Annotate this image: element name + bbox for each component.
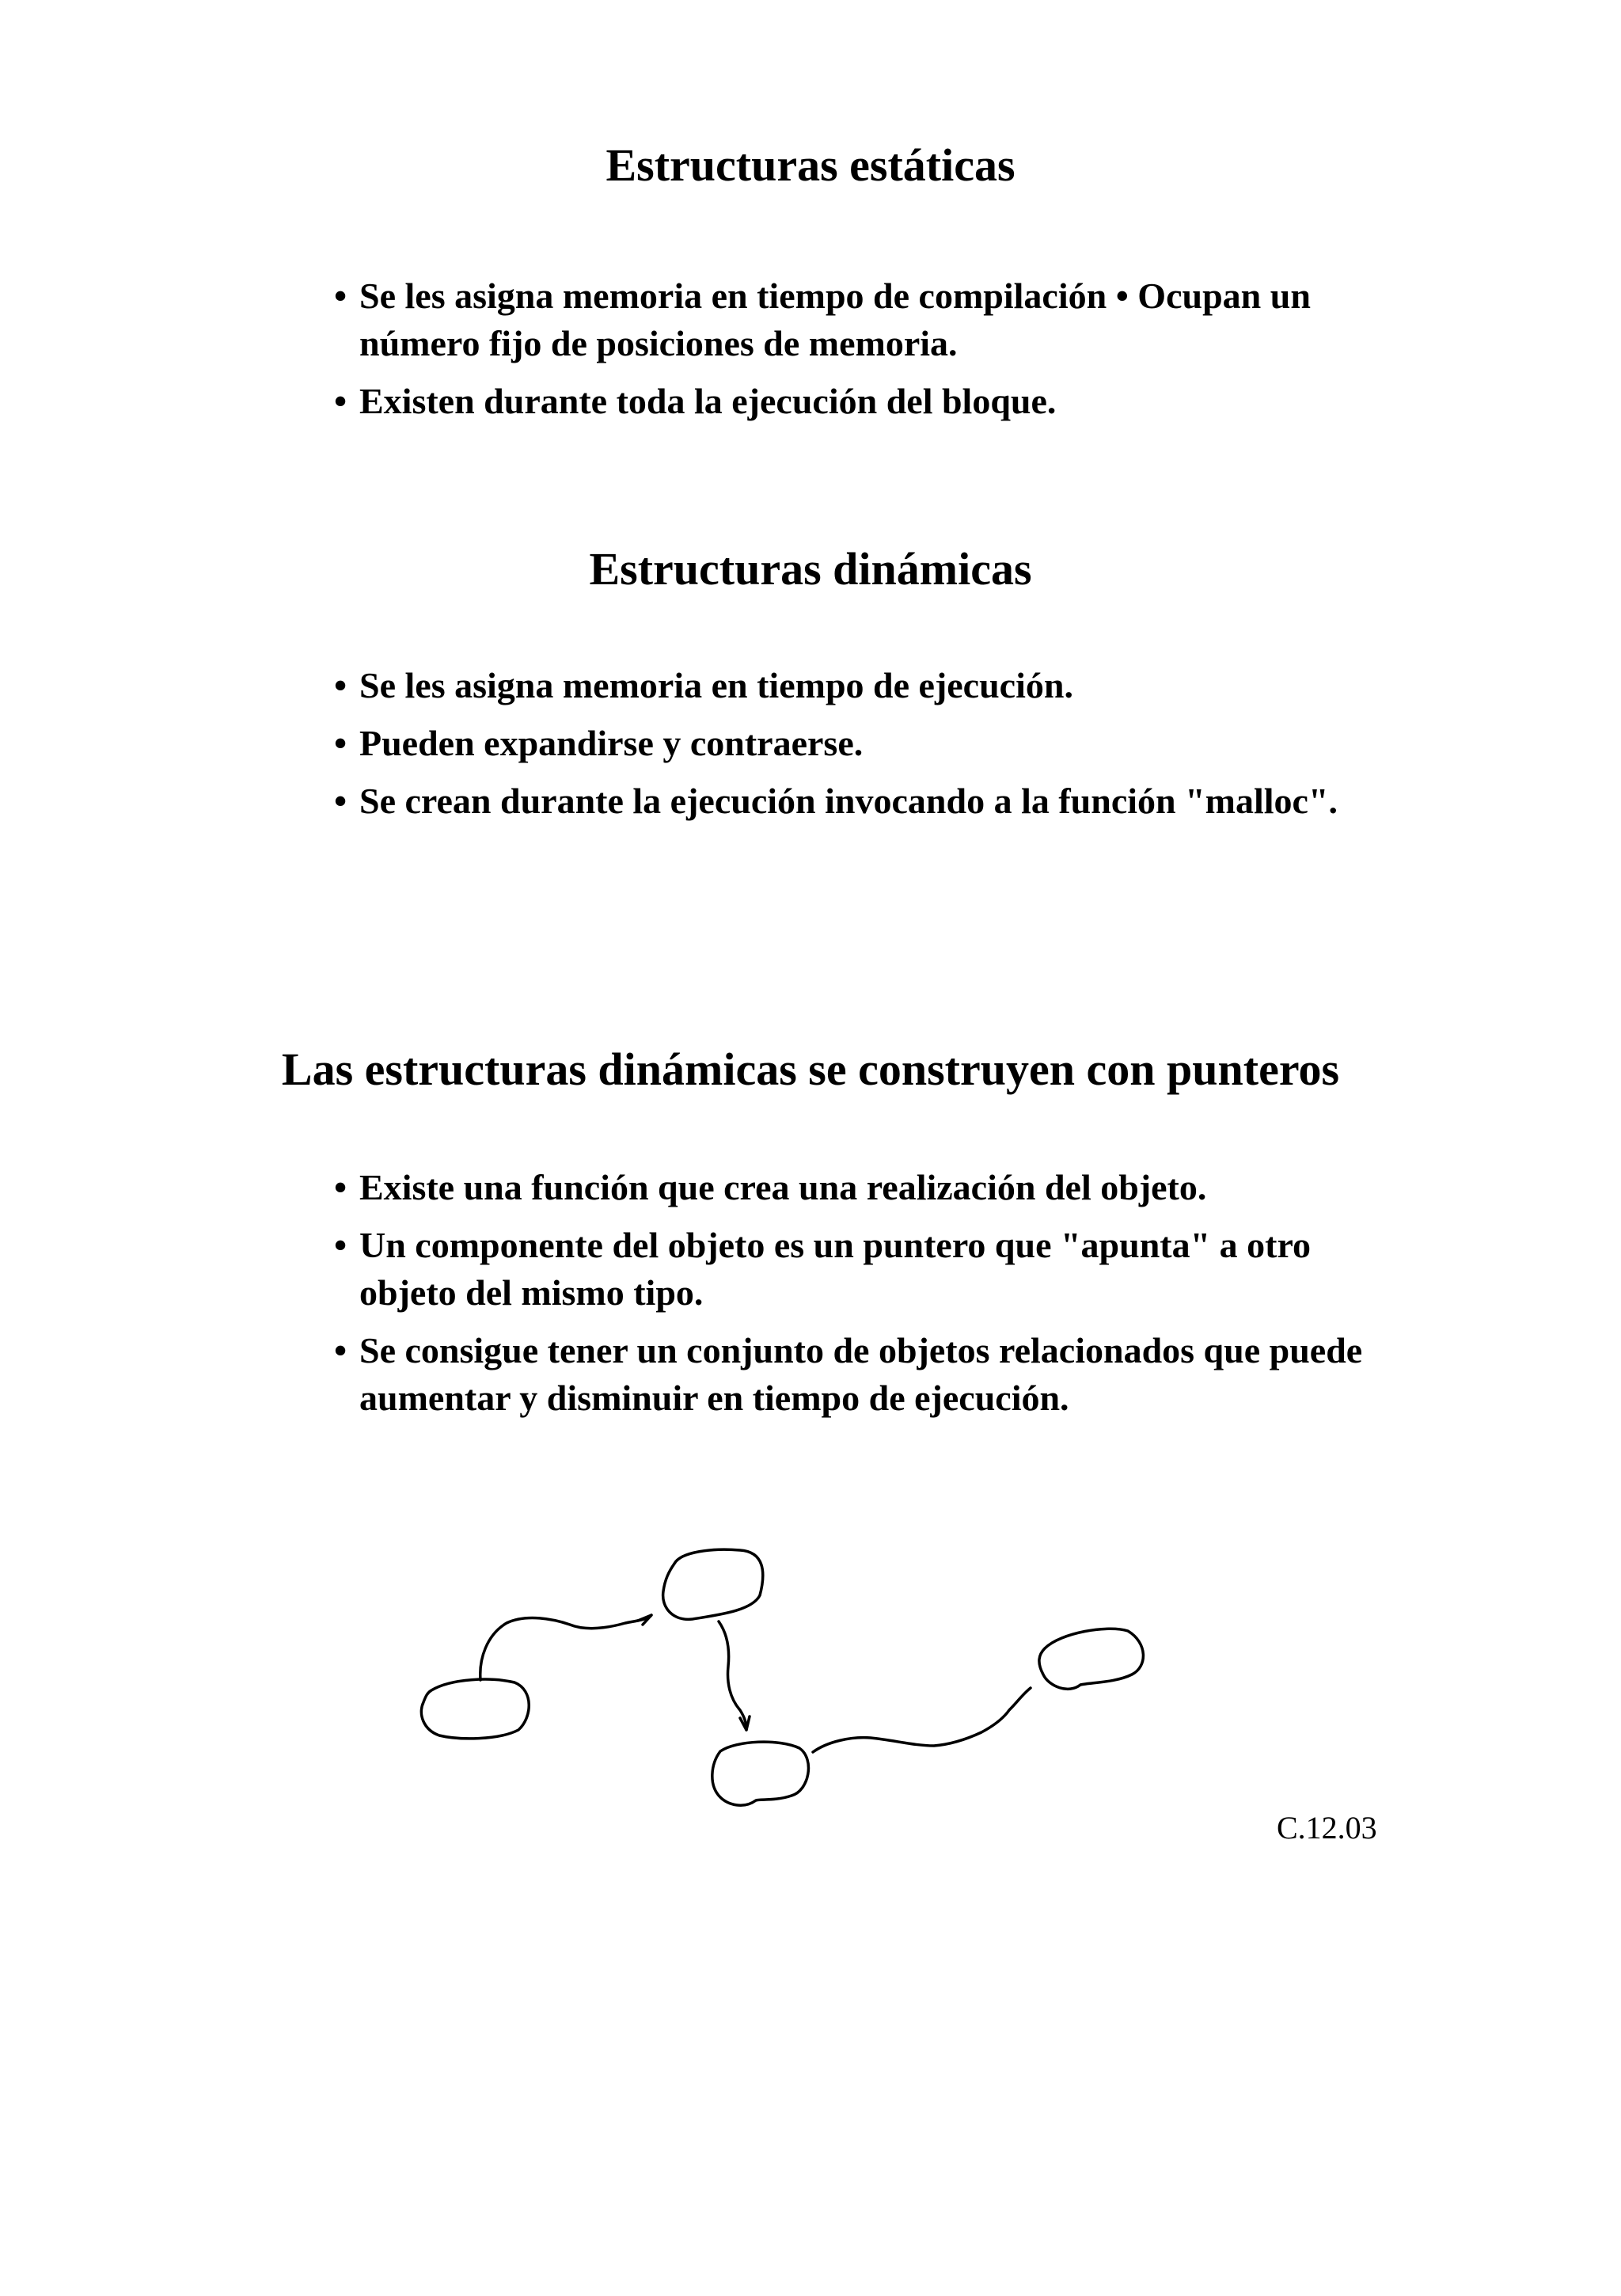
bullet-list-estaticas xyxy=(334,272,1379,425)
node-shape xyxy=(421,1679,529,1739)
arrowhead xyxy=(638,1615,651,1625)
list-item: • Se les asigna memoria en tiempo de compilación • Ocupan un número fijo de posiciones de memoria. xyxy=(334,272,1379,367)
heading-punteros: Las estructuras dinámicas se construyen con punteros xyxy=(281,1043,1340,1095)
pointer-line xyxy=(719,1621,746,1730)
bullet-list-punteros xyxy=(334,1164,1379,1422)
pointer-line xyxy=(480,1615,651,1680)
pointer-line xyxy=(813,1688,1031,1752)
list-item: • Pueden expandirse y contraerse. xyxy=(334,720,1379,767)
node-shape xyxy=(1039,1629,1144,1689)
list-item: • Se crean durante la ejecución invocando a la función "malloc". xyxy=(334,777,1379,825)
list-item: • Existe una función que crea una realización del objeto. xyxy=(334,1164,1379,1211)
node-shape xyxy=(712,1742,809,1805)
bullet-list-dinamicas xyxy=(334,662,1379,825)
node-shape xyxy=(663,1549,763,1619)
heading-estructuras-dinamicas: Estructuras dinámicas xyxy=(589,543,1032,595)
page-reference: C.12.03 xyxy=(1277,1810,1377,1846)
list-item: • Se les asigna memoria en tiempo de ejecución. xyxy=(334,662,1379,709)
list-item: • Se consigue tener un conjunto de objetos relacionados que puede aumentar y disminuir en tiempo de ejecución. xyxy=(334,1327,1379,1422)
list-item: • Un componente del objeto es un puntero que "apunta" a otro objeto del mismo tipo. xyxy=(334,1222,1379,1317)
arrowhead xyxy=(740,1716,750,1730)
heading-estructuras-estaticas: Estructuras estáticas xyxy=(606,139,1015,191)
list-item: • Existen durante toda la ejecución del bloque. xyxy=(334,378,1379,425)
